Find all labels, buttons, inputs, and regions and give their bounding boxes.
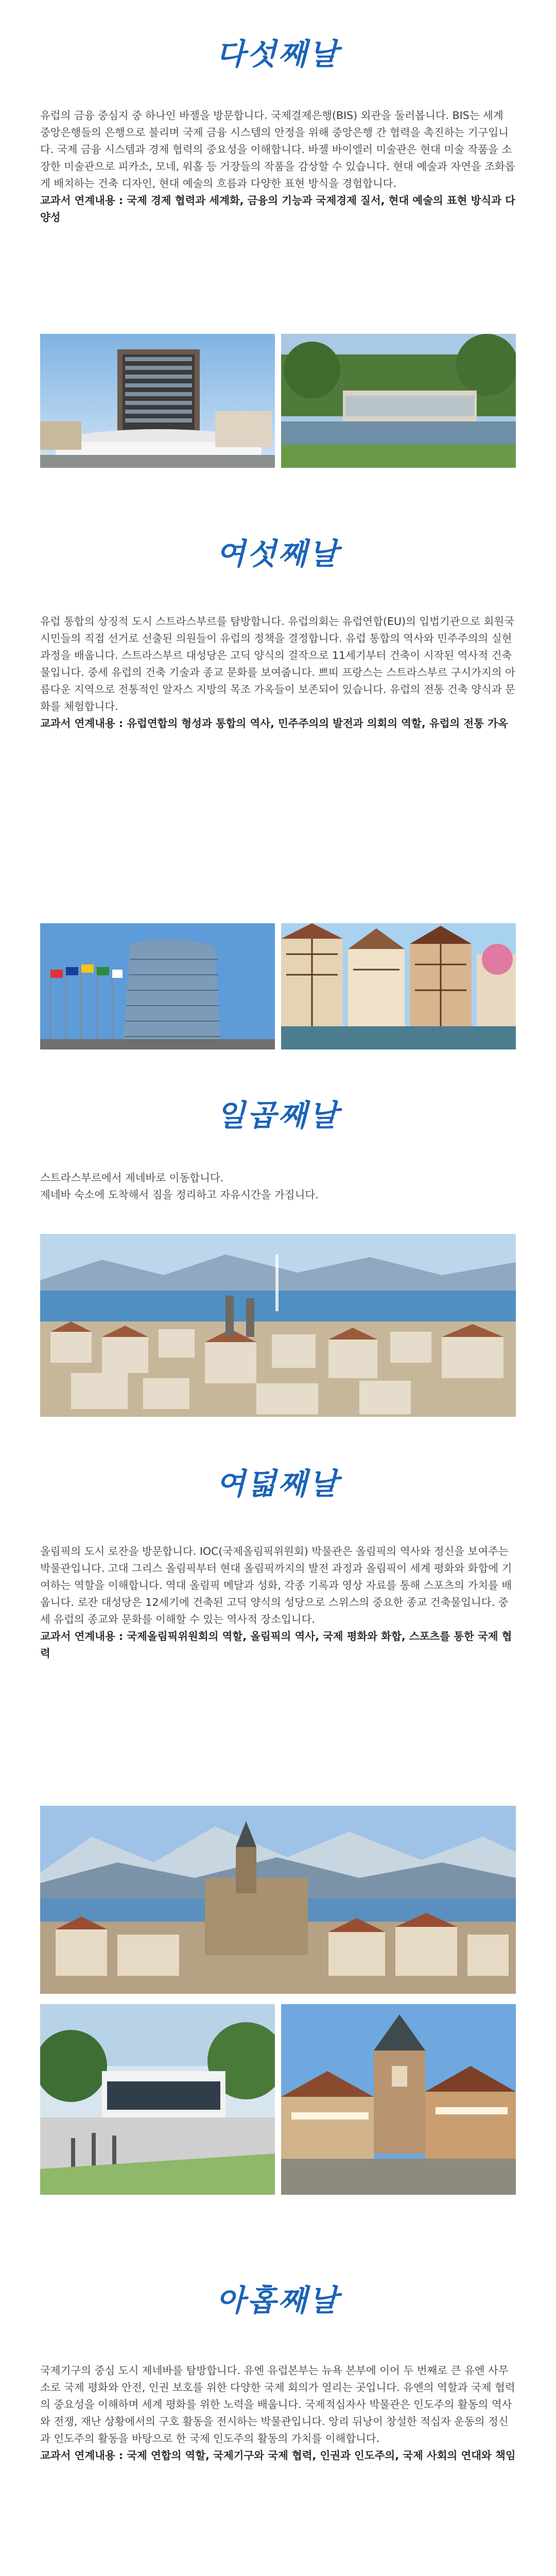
day-body-text: 올림픽의 도시 로잔을 방문합니다. IOC(국제올림픽위원회) 박물관은 올림픽의 역사와 정신을 보여주는 박물관입니다. 고대 그리스 올림픽부터 현대 올림픽까지의 발전 과정과 올림픽이 세계 평화와 화합에 기여하는 역할을 이해합니다. 역대 올림픽 메달과 성화, 각종 기록과 영상 자료를 통해 스포츠의 가치를 배웁니다. 로잔 대성당은 12세기에 건축된 고딕 양식의 성당으로 스위스의 중요한 종교 건축물입니다. 중세 유럽의 종교와 문화를 이해할 수 있는 역사적 장소입니다. <box>40 1545 512 1625</box>
curriculum-link-text: 교과서 연계내용 : 국제 경제 협력과 세계화, 금융의 기능과 국제경제 질서, 현대 예술의 표현 방식과 다양성 <box>40 194 515 224</box>
day-description <box>0 1170 556 1204</box>
day-body-text: 국제기구의 중심 도시 제네바를 탐방합니다. 유엔 유럽본부는 뉴욕 본부에 이어 두 번째로 큰 유엔 사무소로 국제 평화와 안전, 인권 보호를 위한 다양한 국제 회의가 열리는 곳입니다. 유엔의 역할과 국제 협력의 중요성을 이해하며 세계 평화를 위한 노력을 배웁니다. 국제적십자사 박물관은 인도주의 활동의 역사와 전쟁, 재난 상황에서의 구호 활동을 전시하는 박물관입니다. 앙리 뒤낭이 창설한 적십자 운동의 정신과 인도주의 활동을 바탕으로 한 국제 인도주의 활동의 가치를 이해합니다. <box>40 2364 515 2445</box>
day-title: 여덟째날 <box>216 1466 340 1501</box>
day-title: 일곱째날 <box>216 1098 340 1133</box>
day-title: 다섯째날 <box>216 37 340 72</box>
day-5-photos <box>40 334 516 468</box>
day-6-photos <box>40 923 516 1049</box>
day-description <box>0 1543 556 1662</box>
day-title: 아홉째날 <box>216 2283 340 2318</box>
day-6-section <box>0 531 556 732</box>
petite-france-photo <box>281 923 516 1049</box>
geneva-panorama-photo <box>40 1234 516 1417</box>
day-line-1: 스트라스부르에서 제네바로 이동합니다. <box>40 1172 224 1184</box>
lausanne-cathedral-panorama-photo <box>40 1806 516 1994</box>
day-body-text: 유럽의 금융 중심지 중 하나인 바젤을 방문합니다. 국제결제은행(BIS) 외관을 둘러봅니다. BIS는 세계 중앙은행들의 은행으로 불리며 국제 금융 시스템의 안정을 위해 중앙은행 간 협력을 촉진하는 기구입니다. 국제 금융 시스템과 경제 협력의 중요성을 이해합니다. 바젤 바이엘러 미술관은 현대 미술 작품을 소장한 미술관으로 피카소, 모네, 워홀 등 거장들의 작품을 감상할 수 있습니다. 현대 예술과 자연을 조화롭게 배치하는 건축 디자인, 현대 예술의 흐름과 다양한 표현 방식을 경험합니다. <box>40 109 515 190</box>
lausanne-old-town-photo <box>281 2004 516 2195</box>
curriculum-link-text: 교과서 연계내용 : 유럽연합의 형성과 통합의 역사, 민주주의의 발전과 의회의 역할, 유럽의 전통 가옥 <box>40 717 508 730</box>
day-8-section <box>0 1461 556 1662</box>
day-description <box>0 2362 556 2464</box>
bis-tower-photo <box>40 334 275 468</box>
day-9-section <box>0 2277 556 2464</box>
day-description <box>0 107 556 226</box>
day-description <box>0 613 556 732</box>
day-title: 여섯째날 <box>216 536 340 571</box>
day-5-section <box>0 31 556 226</box>
european-parliament-photo <box>40 923 275 1049</box>
day-line-2: 제네바 숙소에 도착해서 짐을 정리하고 자유시간을 가집니다. <box>40 1189 319 1201</box>
beyeler-museum-photo <box>281 334 516 468</box>
day-8-photos <box>40 1806 516 2197</box>
olympic-museum-photo <box>40 2004 275 2195</box>
day-7-section <box>0 1092 556 1204</box>
curriculum-link-text: 교과서 연계내용 : 국제 연합의 역할, 국제기구와 국제 협력, 인권과 인도주의, 국제 사회의 연대와 책임 <box>40 2449 516 2462</box>
day-7-photos <box>40 1234 516 1417</box>
day-body-text: 유럽 통합의 상징적 도시 스트라스부르를 탐방합니다. 유럽의회는 유럽연합(EU)의 입법기관으로 회원국 시민들의 직접 선거로 선출된 의원들이 유럽의 정책을 결정합니다. 유럽 통합의 역사와 민주주의의 실현 과정을 배웁니다. 스트라스부르 대성당은 고딕 양식의 걸작으로 11세기부터 건축이 시작된 역사적 건축물입니다. 중세 유럽의 건축 기술과 종교 문화를 보여줍니다. 쁘띠 프랑스는 스트라스부르 구시가지의 아름다운 지역으로 전통적인 알자스 지방의 목조 가옥들이 보존되어 있습니다. 유럽의 전통 건축 양식과 문화를 체험합니다. <box>40 615 515 713</box>
curriculum-link-text: 교과서 연계내용 : 국제올림픽위원회의 역할, 올림픽의 역사, 국제 평화와 화합, 스포츠를 통한 국제 협력 <box>40 1630 512 1659</box>
